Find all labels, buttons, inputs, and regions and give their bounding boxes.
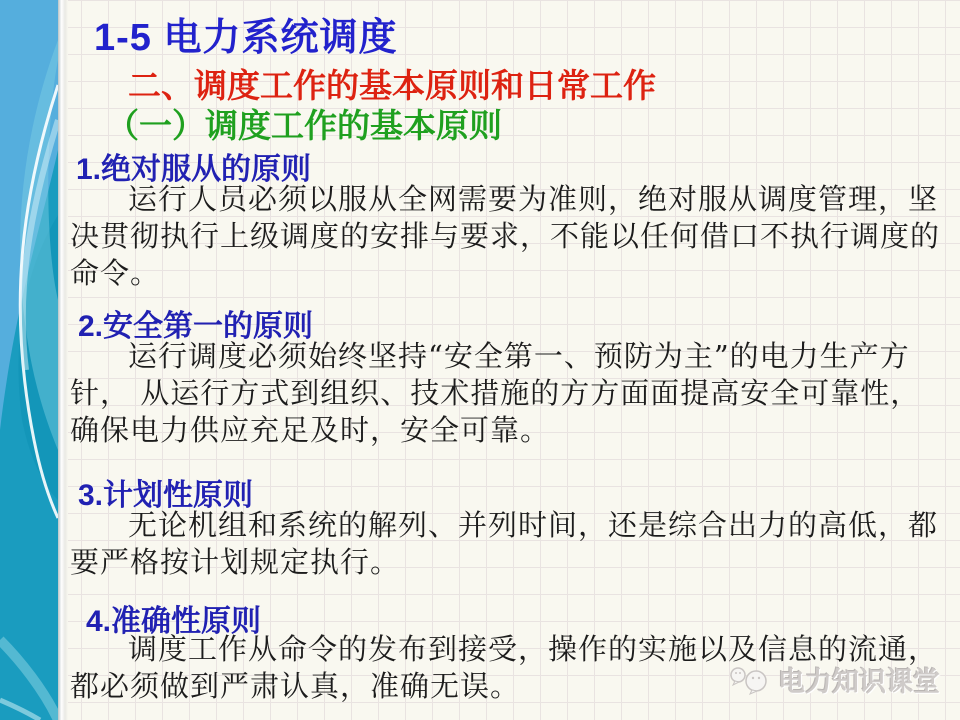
section-4-body: 调度工作从命令的发布到接受，操作的实施以及信息的流通，都必须做到严肃认真，准确无误。 — [70, 632, 939, 703]
section-2-body: 运行调度必须始终坚持“安全第一、预防为主”的电力生产方针， 从运行方式到组织、技术措施的方方面面提高安全可靠性，确保电力供应充足及时，安全可靠。 — [70, 339, 921, 447]
section-1-heading: 1.绝对服从的原则 — [76, 153, 312, 186]
sidebar-wave-graphic — [0, 0, 58, 720]
section-1-body: 运行人员必须以服从全网需要为准则，绝对服从调度管理，坚决贯彻执行上级调度的安排与要求，不能以任何借口不执行调度的命令。 — [70, 182, 941, 290]
watermark-label: 电力知识课堂 — [778, 667, 940, 697]
watermark-logo-icon — [728, 664, 772, 696]
section-3-body: 无论机组和系统的解列、并列时间，还是综合出力的高低，都要严格按计划规定执行。 — [70, 508, 939, 579]
slide-subtitle-green: （一）调度工作的基本原则 — [106, 107, 502, 144]
section-2-heading: 2.安全第一的原则 — [78, 310, 314, 343]
slide-subtitle-red: 二、调度工作的基本原则和日常工作 — [128, 67, 656, 104]
section-4-heading: 4.准确性原则 — [86, 605, 262, 638]
sidebar-decoration — [0, 0, 58, 720]
paper-edge-divider — [58, 0, 68, 720]
section-3-heading: 3.计划性原则 — [78, 479, 254, 512]
slide-title: 1-5 电力系统调度 — [94, 17, 398, 59]
watermark — [728, 660, 940, 699]
